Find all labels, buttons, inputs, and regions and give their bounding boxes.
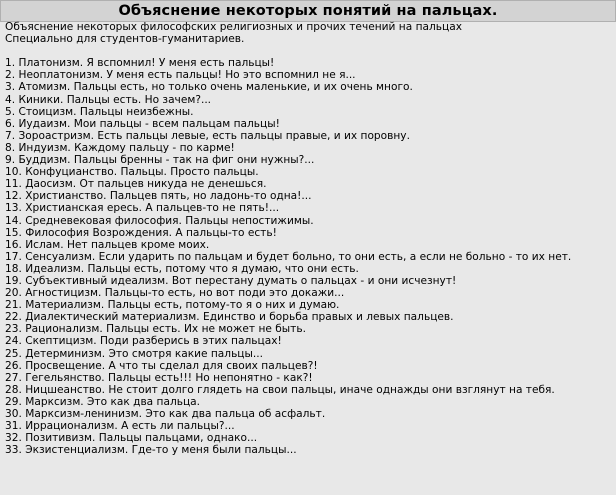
list-item: 7. Зороастризм. Есть пальцы левые, есть пальцы правые, и их поровну. — [5, 129, 410, 142]
content — [5, 21, 613, 456]
list-item: 6. Иудаизм. Мои пальцы - всем пальцам пальцы! — [5, 117, 280, 130]
list-item: 31. Иррационализм. А есть ли пальцы?... — [5, 420, 235, 433]
list-item: 9. Буддизм. Пальцы бренны - так на фиг они нужны?... — [5, 154, 315, 167]
list-item: 22. Диалектический материализм. Единство и борьба правых и левых пальцев. — [5, 311, 454, 324]
list-item: 15. Философия Возрождения. А пальцы-то есть! — [5, 226, 277, 239]
list-item: 8. Индуизм. Каждому пальцу - по карме! — [5, 141, 235, 154]
title-bar — [0, 0, 616, 22]
list-item: 3. Атомизм. Пальцы есть, но только очень маленькие, и их очень много. — [5, 81, 413, 94]
list-item: 27. Гегельянство. Пальцы есть!!! Но непонятно - как?! — [5, 371, 313, 384]
list-item: 1. Платонизм. Я вспомнил! У меня есть пальцы! — [5, 57, 275, 70]
list-item: 32. Позитивизм. Пальцы пальцами, однако... — [5, 432, 258, 445]
list-item: 5. Стоицизм. Пальцы неизбежны. — [5, 105, 194, 118]
list-item: 24. Скептицизм. Поди разберись в этих пальцах! — [5, 335, 282, 348]
list-item: 17. Сенсуализм. Если ударить по пальцам и будет больно, то они есть, а если не больно - то их нет. — [5, 250, 572, 263]
list-item: 30. Марксизм-ленинизм. Это как два пальца об асфальт. — [5, 408, 326, 420]
intro-line-1: Объяснение некоторых философских религиозных и прочих течений на пальцах — [5, 21, 462, 33]
list-item: 29. Марксизм. Это как два пальца. — [5, 395, 201, 408]
spacer — [5, 45, 613, 57]
list-item: 12. Христианство. Пальцев пять, но ладонь-то одна!... — [5, 190, 312, 203]
list-item: 25. Детерминизм. Это смотря какие пальцы... — [5, 347, 263, 360]
list-item: 16. Ислам. Нет пальцев кроме моих. — [5, 238, 210, 251]
list-item: 20. Агностицизм. Пальцы-то есть, но вот поди это докажи... — [5, 287, 345, 300]
intro-line-2: Специально для студентов-гуманитариев. — [5, 33, 245, 46]
list-item: 10. Конфуцианство. Пальцы. Просто пальцы. — [5, 166, 259, 179]
list-item: 18. Идеализм. Пальцы есть, потому что я думаю, что они есть. — [5, 262, 359, 275]
list-item: 21. Материализм. Пальцы есть, потому-то я о них и думаю. — [5, 299, 340, 312]
list-item: 13. Христианская ересь. А пальцев-то не пять!... — [5, 202, 280, 215]
list-item: 11. Даосизм. От пальцев никуда не денешься. — [5, 178, 267, 191]
list-item: 28. Ницшеанство. Не стоит долго глядеть на свои пальцы, иначе однажды они взглянут на тебя. — [5, 383, 555, 396]
page-title: Объяснение некоторых понятий на пальцах. — [118, 3, 498, 19]
list-item: 14. Средневековая философия. Пальцы непостижимы. — [5, 214, 314, 227]
list-item: 33. Экзистенциализм. Где-то у меня были пальцы... — [5, 444, 297, 457]
list-item: 4. Киники. Пальцы есть. Но зачем?... — [5, 93, 212, 106]
list-item: 23. Рационализм. Пальцы есть. Их не может не быть. — [5, 323, 306, 336]
philosophy-list — [5, 57, 613, 456]
list-item: 19. Субъективный идеализм. Вот перестану думать о пальцах - и они исчезнут! — [5, 274, 457, 287]
list-item: 2. Неоплатонизм. У меня есть пальцы! Но это вспомнил не я... — [5, 69, 356, 82]
list-item: 26. Просвещение. А что ты сделал для своих пальцев?! — [5, 359, 318, 372]
